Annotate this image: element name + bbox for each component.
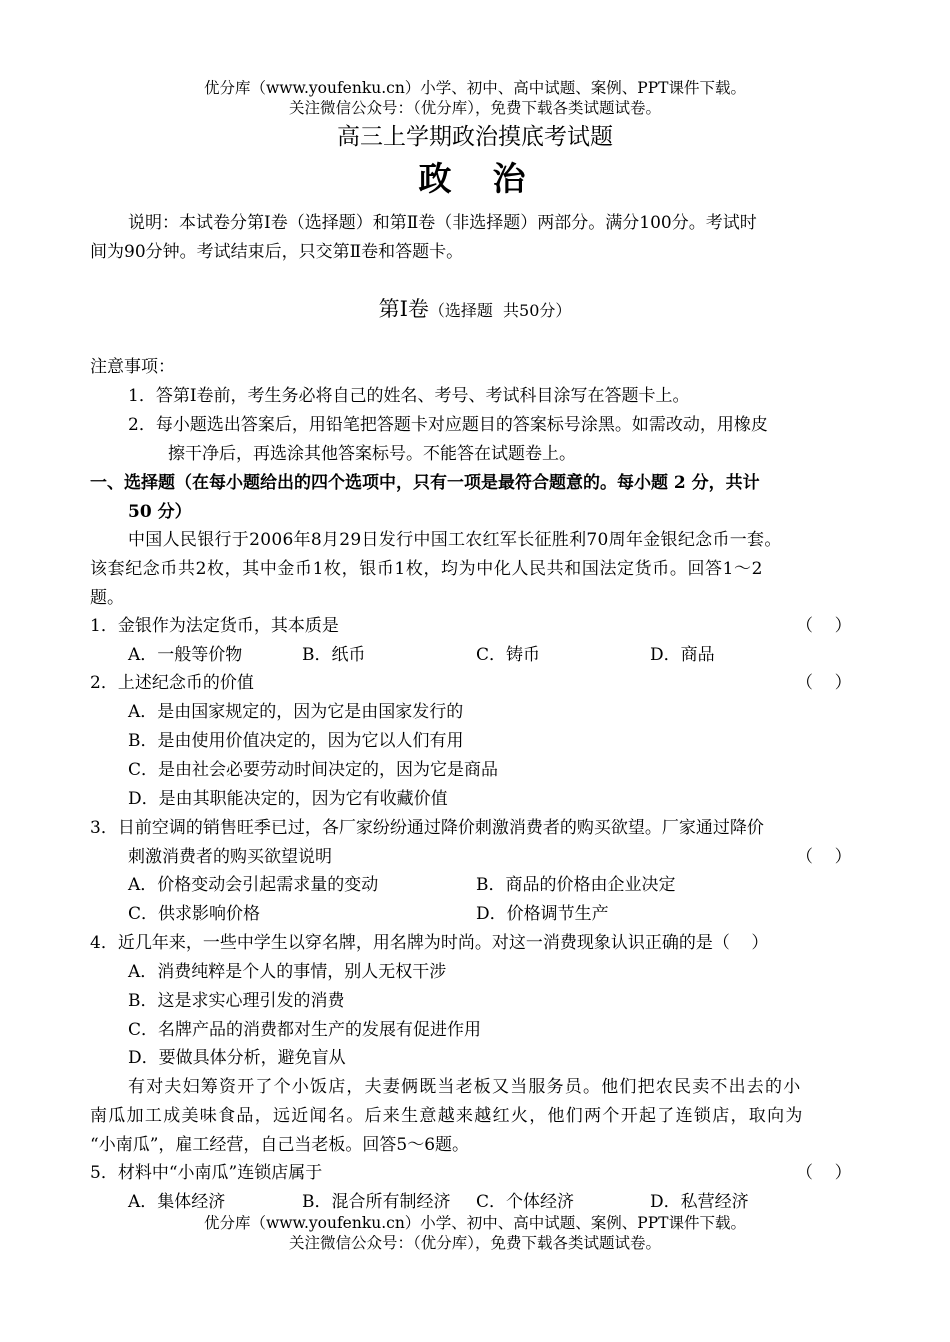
q2-option-c: C．是由社会必要劳动时间决定的，因为它是商品 bbox=[128, 760, 499, 780]
q5-option-c: C．个体经济 bbox=[476, 1192, 575, 1212]
q3-option-b: B．商品的价格由企业决定 bbox=[476, 875, 676, 895]
footer-line-1: 优分库（www.youfenku.cn）小学、初中、高中试题、案例、PPT课件下载。 bbox=[203, 1214, 747, 1232]
notes-item-1: 1．答第Ⅰ卷前，考生务必将自己的姓名、考号、考试科目涂写在答题卡上。 bbox=[128, 386, 690, 406]
q1-option-c: C．铸币 bbox=[476, 645, 541, 665]
exam-title: 高三上学期政治摸底考试题 bbox=[337, 124, 613, 150]
part1-heading-line-2: 50 分） bbox=[128, 502, 192, 522]
section-title-sub: （选择题 共50分） bbox=[428, 301, 572, 320]
instructions-line-1: 说明：本试卷分第Ⅰ卷（选择题）和第Ⅱ卷（非选择题）两部分。满分100分。考试时 bbox=[128, 213, 757, 233]
q4-option-a: A．消费纯粹是个人的事情，别人无权干涉 bbox=[128, 962, 447, 982]
q2-answer-blank: （ ） bbox=[796, 673, 852, 693]
q2-option-b: B．是由使用价值决定的，因为它以人们有用 bbox=[128, 731, 464, 751]
header-line-2: 关注微信公众号：（优分库），免费下载各类试题试卷。 bbox=[288, 99, 661, 117]
q1-answer-blank: （ ） bbox=[796, 616, 852, 636]
q2-stem: 2．上述纪念币的价值 bbox=[90, 673, 254, 693]
footer-line-2: 关注微信公众号：（优分库），免费下载各类试题试卷。 bbox=[288, 1234, 661, 1252]
material1-line-2: 该套纪念币共2枚，其中金币1枚，银币1枚，均为中化人民共和国法定货币。回答1～2 bbox=[90, 559, 764, 579]
material1-line-1: 中国人民银行于2006年8月29日发行中国工农红军长征胜利70周年金银纪念币一套。 bbox=[128, 530, 782, 550]
section-title bbox=[0, 293, 950, 323]
material2-line-2: 南瓜加工成美味食品，远近闻名。后来生意越来越红火，他们两个开起了连锁店，取向为 bbox=[90, 1106, 804, 1126]
q1-option-d: D．商品 bbox=[650, 645, 715, 665]
q4-option-c: C．名牌产品的消费都对生产的发展有促进作用 bbox=[128, 1020, 482, 1040]
part1-heading-line-1: 一、选择题（在每小题给出的四个选项中，只有一项是最符合题意的。每小题 2 分，共计 bbox=[90, 473, 760, 493]
q3-option-a: A．价格变动会引起需求量的变动 bbox=[128, 875, 379, 895]
q5-stem: 5．材料中“小南瓜”连锁店属于 bbox=[90, 1163, 323, 1183]
q3-option-d: D．价格调节生产 bbox=[476, 904, 609, 924]
q1-option-a: A．一般等价物 bbox=[128, 645, 243, 665]
q3-option-c: C．供求影响价格 bbox=[128, 904, 261, 924]
q2-option-d: D．是由其职能决定的，因为它有收藏价值 bbox=[128, 789, 448, 809]
instructions-line-2: 间为90分钟。考试结束后，只交第Ⅱ卷和答题卡。 bbox=[90, 242, 464, 262]
q5-option-a: A．集体经济 bbox=[128, 1192, 226, 1212]
material2-line-1: 有对夫妇筹资开了个小饭店，夫妻俩既当老板又当服务员。他们把农民卖不出去的小 bbox=[128, 1077, 802, 1097]
notes-heading: 注意事项： bbox=[90, 357, 175, 377]
material2-line-3: “小南瓜”，雇工经营，自己当老板。回答5～6题。 bbox=[90, 1135, 470, 1155]
q1-option-b: B．纸币 bbox=[302, 645, 366, 665]
q3-stem-line-2: 刺激消费者的购买欲望说明 bbox=[128, 847, 332, 867]
q5-answer-blank: （ ） bbox=[796, 1163, 852, 1183]
header-line-1: 优分库（www.youfenku.cn）小学、初中、高中试题、案例、PPT课件下载。 bbox=[203, 79, 747, 97]
q1-stem: 1．金银作为法定货币，其本质是 bbox=[90, 616, 339, 636]
subject-title: 政 治 bbox=[418, 159, 532, 198]
q5-option-b: B．混合所有制经济 bbox=[302, 1192, 451, 1212]
q4-option-d: D．要做具体分析，避免盲从 bbox=[128, 1048, 346, 1068]
material1-line-3: 题。 bbox=[90, 588, 124, 608]
q4-stem: 4．近几年来，一些中学生以穿名牌，用名牌为时尚。对这一消费现象认识正确的是（ ） bbox=[90, 933, 769, 953]
section-title-main: 第Ⅰ卷 bbox=[378, 297, 429, 321]
q5-option-d: D．私营经济 bbox=[650, 1192, 749, 1212]
q3-answer-blank: （ ） bbox=[796, 847, 852, 867]
q2-option-a: A．是由国家规定的，因为它是由国家发行的 bbox=[128, 702, 464, 722]
notes-item-2-line-2: 擦干净后，再选涂其他答案标号。不能答在试题卷上。 bbox=[168, 444, 576, 464]
q3-stem-line-1: 3．日前空调的销售旺季已过，各厂家纷纷通过降价刺激消费者的购买欲望。厂家通过降价 bbox=[90, 818, 764, 838]
q4-option-b: B．这是求实心理引发的消费 bbox=[128, 991, 345, 1011]
notes-item-2-line-1: 2．每小题选出答案后，用铅笔把答题卡对应题目的答案标号涂黑。如需改动，用橡皮 bbox=[128, 415, 768, 435]
